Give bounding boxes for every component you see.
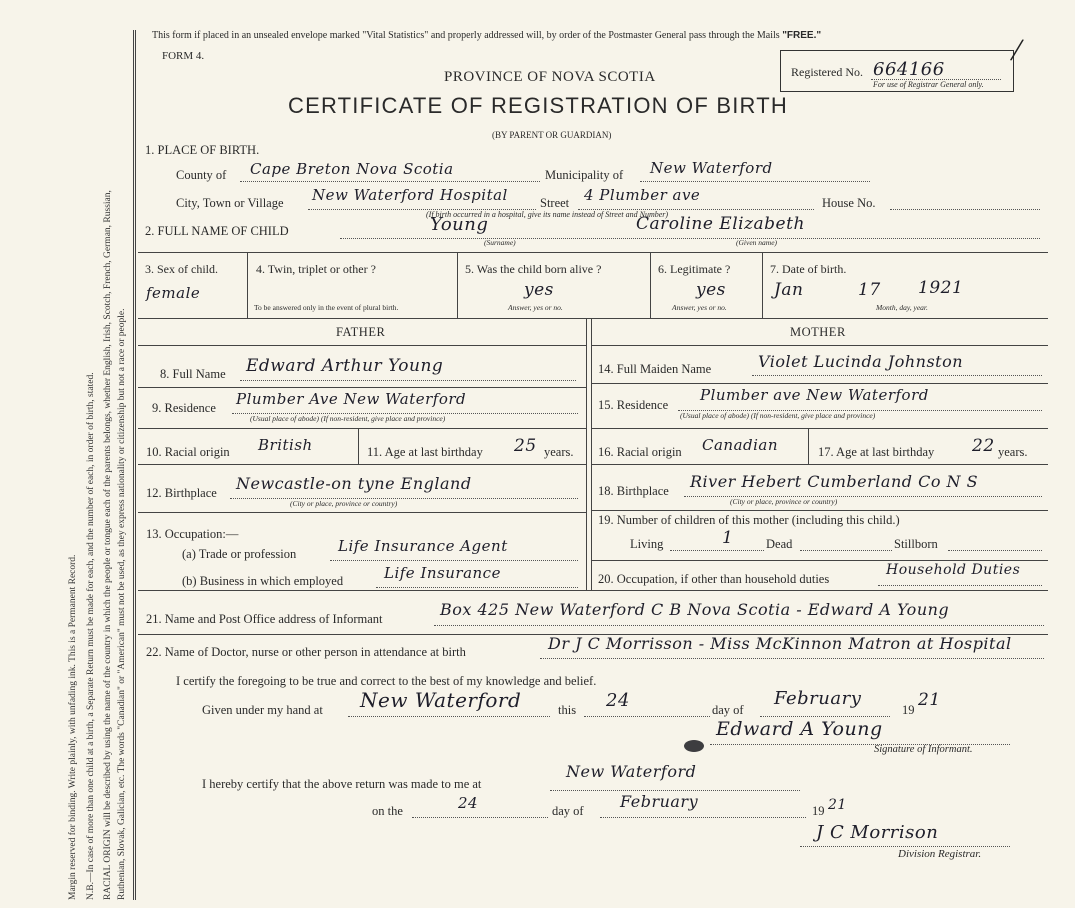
father-name-line: [240, 380, 576, 381]
child-surname: Young: [430, 214, 489, 235]
dead-line: [800, 550, 892, 551]
registrar-place-line: [550, 790, 800, 791]
municipality-line: [640, 181, 870, 182]
registrar-signature-line: [800, 846, 1010, 847]
mother-rule-4: [591, 510, 1048, 511]
doctor-value: Dr J C Morrisson - Miss McKinnon Matron at Hospital: [548, 634, 1012, 653]
mother-age-unit: years.: [998, 445, 1028, 459]
dead-label: Dead: [766, 537, 793, 551]
registrar-day-value: 24: [458, 794, 479, 812]
registrar-place-value: New Waterford: [566, 762, 697, 781]
mother-residence-value: Plumber ave New Waterford: [700, 386, 929, 404]
father-age-divider: [358, 428, 359, 464]
registrar-day-line: [412, 817, 548, 818]
dob-note: Month, day, year.: [876, 303, 928, 312]
margin-note-2: N.B.—In case of more than one child at a birth, a Separate Return must be made for each, and the number of each, in order of birth, stated.: [86, 372, 96, 900]
given-note: (Given name): [736, 238, 778, 247]
mother-residence-note: (Usual place of abode) (If non-resident, give place and province): [680, 411, 876, 420]
certify-day-label: day of: [712, 703, 744, 717]
certify-day-value: 24: [606, 690, 630, 711]
mother-name-line: [752, 375, 1042, 376]
father-name-value: Edward Arthur Young: [246, 356, 444, 376]
dob-month: Jan: [774, 280, 804, 300]
city-value: New Waterford Hospital: [312, 186, 508, 204]
father-rule-4: [138, 512, 586, 513]
municipality-label: Municipality of: [545, 168, 624, 182]
certify-month-line: [760, 716, 890, 717]
stillborn-label: Stillborn: [894, 537, 938, 551]
mother-racial-label: 16. Racial origin: [598, 445, 682, 459]
divider-3: [247, 252, 248, 318]
father-birthplace-value: Newcastle-on tyne England: [236, 474, 472, 493]
certify-day-line: [584, 716, 710, 717]
certificate-title: CERTIFICATE OF REGISTRATION OF BIRTH: [288, 93, 788, 118]
margin-rule: [133, 30, 136, 900]
certify-month-value: February: [774, 688, 862, 709]
registrar-day-label: day of: [552, 804, 584, 818]
divider-5: [650, 252, 651, 318]
father-age-label: 11. Age at last birthday: [367, 445, 483, 459]
province-heading: PROVINCE OF NOVA SCOTIA: [444, 69, 656, 85]
registration-box: [780, 50, 1014, 92]
registrar-year-value: 21: [828, 797, 847, 813]
dob-label: 7. Date of birth.: [770, 262, 847, 276]
house-label: House No.: [822, 196, 876, 210]
child-name-line: [340, 238, 1040, 239]
alive-note: Answer, yes or no.: [508, 303, 563, 312]
certify-year-prefix: 19: [902, 703, 915, 717]
doctor-line: [540, 658, 1044, 659]
hospital-note: (If birth occurred in a hospital, give its name instead of Street and Number): [426, 210, 669, 219]
father-head-rule: [138, 345, 586, 346]
margin-note-3: RACIAL ORIGIN will be described by using the name of the country in which the people or tongue each of the parents belongs, whether English, Irish, Scotch, French, German, Russian,: [103, 190, 113, 900]
dob-year: 1921: [918, 278, 964, 298]
legitimate-value: yes: [696, 280, 726, 300]
father-age-value: 25: [514, 436, 537, 456]
registrar-on-the-label: on the: [372, 804, 403, 818]
county-value: Cape Breton Nova Scotia: [250, 160, 454, 178]
place-of-birth-label: 1. PLACE OF BIRTH.: [145, 143, 260, 157]
certificate-subtitle: (BY PARENT OR GUARDIAN): [492, 130, 612, 140]
row-bottom-rule: [138, 318, 1048, 319]
registrar-month-line: [600, 817, 806, 818]
divider-4: [457, 252, 458, 318]
city-label: City, Town or Village: [176, 196, 284, 210]
mother-birthplace-value: River Hebert Cumberland Co N S: [690, 472, 979, 491]
registered-label: Registered No.: [791, 65, 863, 79]
given-label: Given under my hand at: [202, 703, 323, 717]
mother-birthplace-note: (City or place, province or country): [730, 497, 838, 506]
father-trade-value: Life Insurance Agent: [338, 537, 508, 555]
living-value: 1: [722, 528, 734, 548]
sex-value: female: [146, 284, 201, 302]
father-racial-label: 10. Racial origin: [146, 445, 230, 459]
parents-bottom-rule: [138, 590, 1048, 591]
father-residence-note: (Usual place of abode) (If non-resident, give place and province): [250, 414, 446, 423]
mother-residence-label: 15. Residence: [598, 398, 669, 412]
father-racial-value: British: [258, 436, 313, 454]
county-label: County of: [176, 168, 227, 182]
certify-text: I certify the foregoing to be true and correct to the best of my knowledge and belief.: [176, 674, 597, 688]
mother-racial-value: Canadian: [702, 436, 779, 454]
mother-age-value: 22: [972, 436, 995, 456]
surname-note: (Surname): [484, 238, 516, 247]
house-line: [890, 209, 1040, 210]
given-place-line: [348, 716, 550, 717]
informant-label: 21. Name and Post Office address of Informant: [146, 612, 383, 626]
mail-note: This form if placed in an unsealed envelope marked "Vital Statistics" and properly addressed will, by order of the Postmaster General pass through the Mails "FREE.": [152, 30, 822, 41]
living-line: [670, 550, 764, 551]
given-place-value: New Waterford: [360, 688, 522, 712]
ink-blot: [684, 740, 704, 752]
alive-label: 5. Was the child born alive ?: [465, 262, 602, 276]
alive-value: yes: [524, 280, 554, 300]
father-name-label: 8. Full Name: [160, 367, 226, 381]
informant-value: Box 425 New Waterford C B Nova Scotia - Edward A Young: [440, 600, 950, 619]
father-rule-2: [138, 428, 586, 429]
stillborn-line: [948, 550, 1042, 551]
mother-age-label: 17. Age at last birthday: [818, 445, 935, 459]
twin-note: To be answered only in the event of plural birth.: [254, 303, 399, 312]
child-given-name: Caroline Elizabeth: [636, 214, 805, 234]
mother-children-label: 19. Number of children of this mother (including this child.): [598, 513, 900, 527]
mother-occupation-line: [878, 585, 1042, 586]
registrar-year-prefix: 19: [812, 804, 825, 818]
father-heading: FATHER: [336, 325, 386, 339]
mother-occupation-label: 20. Occupation, if other than household duties: [598, 572, 830, 586]
mother-age-divider: [808, 428, 809, 464]
registered-number: 664166: [873, 59, 945, 80]
mother-rule-3: [591, 464, 1048, 465]
father-age-unit: years.: [544, 445, 574, 459]
registrar-month-value: February: [620, 792, 699, 811]
dob-day: 17: [858, 280, 881, 300]
street-value: 4 Plumber ave: [584, 186, 701, 204]
father-rule-3: [138, 464, 586, 465]
father-occupation-label: 13. Occupation:—: [146, 527, 239, 541]
father-birthplace-label: 12. Birthplace: [146, 486, 217, 500]
father-business-value: Life Insurance: [384, 564, 501, 582]
parent-divider: [586, 318, 587, 590]
this-label: this: [558, 703, 577, 717]
parent-divider-2: [591, 318, 592, 590]
mother-head-rule: [591, 345, 1048, 346]
sex-label: 3. Sex of child.: [145, 262, 218, 276]
municipality-value: New Waterford: [650, 159, 773, 177]
registrar-signature-label: Division Registrar.: [898, 848, 982, 860]
mother-rule-5: [591, 560, 1048, 561]
mother-rule-1: [591, 383, 1048, 384]
legitimate-label: 6. Legitimate ?: [658, 262, 731, 276]
father-business-label: (b) Business in which employed: [182, 574, 344, 588]
registrar-signature: J C Morrison: [816, 822, 939, 843]
legitimate-note: Answer, yes or no.: [672, 303, 727, 312]
county-line: [240, 181, 540, 182]
father-trade-line: [330, 560, 578, 561]
mother-heading: MOTHER: [790, 325, 846, 339]
row-top-rule: [138, 252, 1048, 253]
father-trade-label: (a) Trade or profession: [182, 547, 297, 561]
informant-signature-label: Signature of Informant.: [874, 744, 973, 755]
father-residence-label: 9. Residence: [152, 401, 216, 415]
mother-name-value: Violet Lucinda Johnston: [758, 352, 964, 371]
form-number: FORM 4.: [162, 50, 205, 62]
father-business-line: [376, 587, 578, 588]
mother-rule-2: [591, 428, 1048, 429]
margin-note-1: Margin reserved for binding. Write plainly, with unfading ink. This is a Permanent Record.: [68, 554, 78, 900]
mother-birthplace-label: 18. Birthplace: [598, 484, 669, 498]
informant-signature: Edward A Young: [716, 718, 883, 740]
twin-label: 4. Twin, triplet or other ?: [256, 262, 376, 276]
father-birthplace-line: [230, 498, 578, 499]
registrar-text: I hereby certify that the above return was made to me at: [202, 777, 482, 791]
living-label: Living: [630, 537, 664, 551]
informant-line: [434, 625, 1044, 626]
registrar-tick-mark: /: [1008, 31, 1026, 70]
father-residence-value: Plumber Ave New Waterford: [236, 390, 467, 408]
margin-note-4: Ruthenian, Slovak, Galician, etc. The words "Canadian" or "American" must not be used, as they express nationality or citizenship but not a race or people.: [117, 308, 127, 900]
divider-6: [762, 252, 763, 318]
child-name-label: 2. FULL NAME OF CHILD: [145, 224, 289, 238]
doctor-label: 22. Name of Doctor, nurse or other person in attendance at birth: [146, 645, 466, 659]
father-rule-1: [138, 387, 586, 388]
mother-name-label: 14. Full Maiden Name: [598, 362, 712, 376]
registered-note: For use of Registrar General only.: [873, 80, 984, 89]
certify-year-value: 21: [918, 690, 941, 710]
father-birthplace-note: (City or place, province or country): [290, 499, 398, 508]
mother-occupation-value: Household Duties: [886, 562, 1021, 578]
street-label: Street: [540, 196, 570, 210]
